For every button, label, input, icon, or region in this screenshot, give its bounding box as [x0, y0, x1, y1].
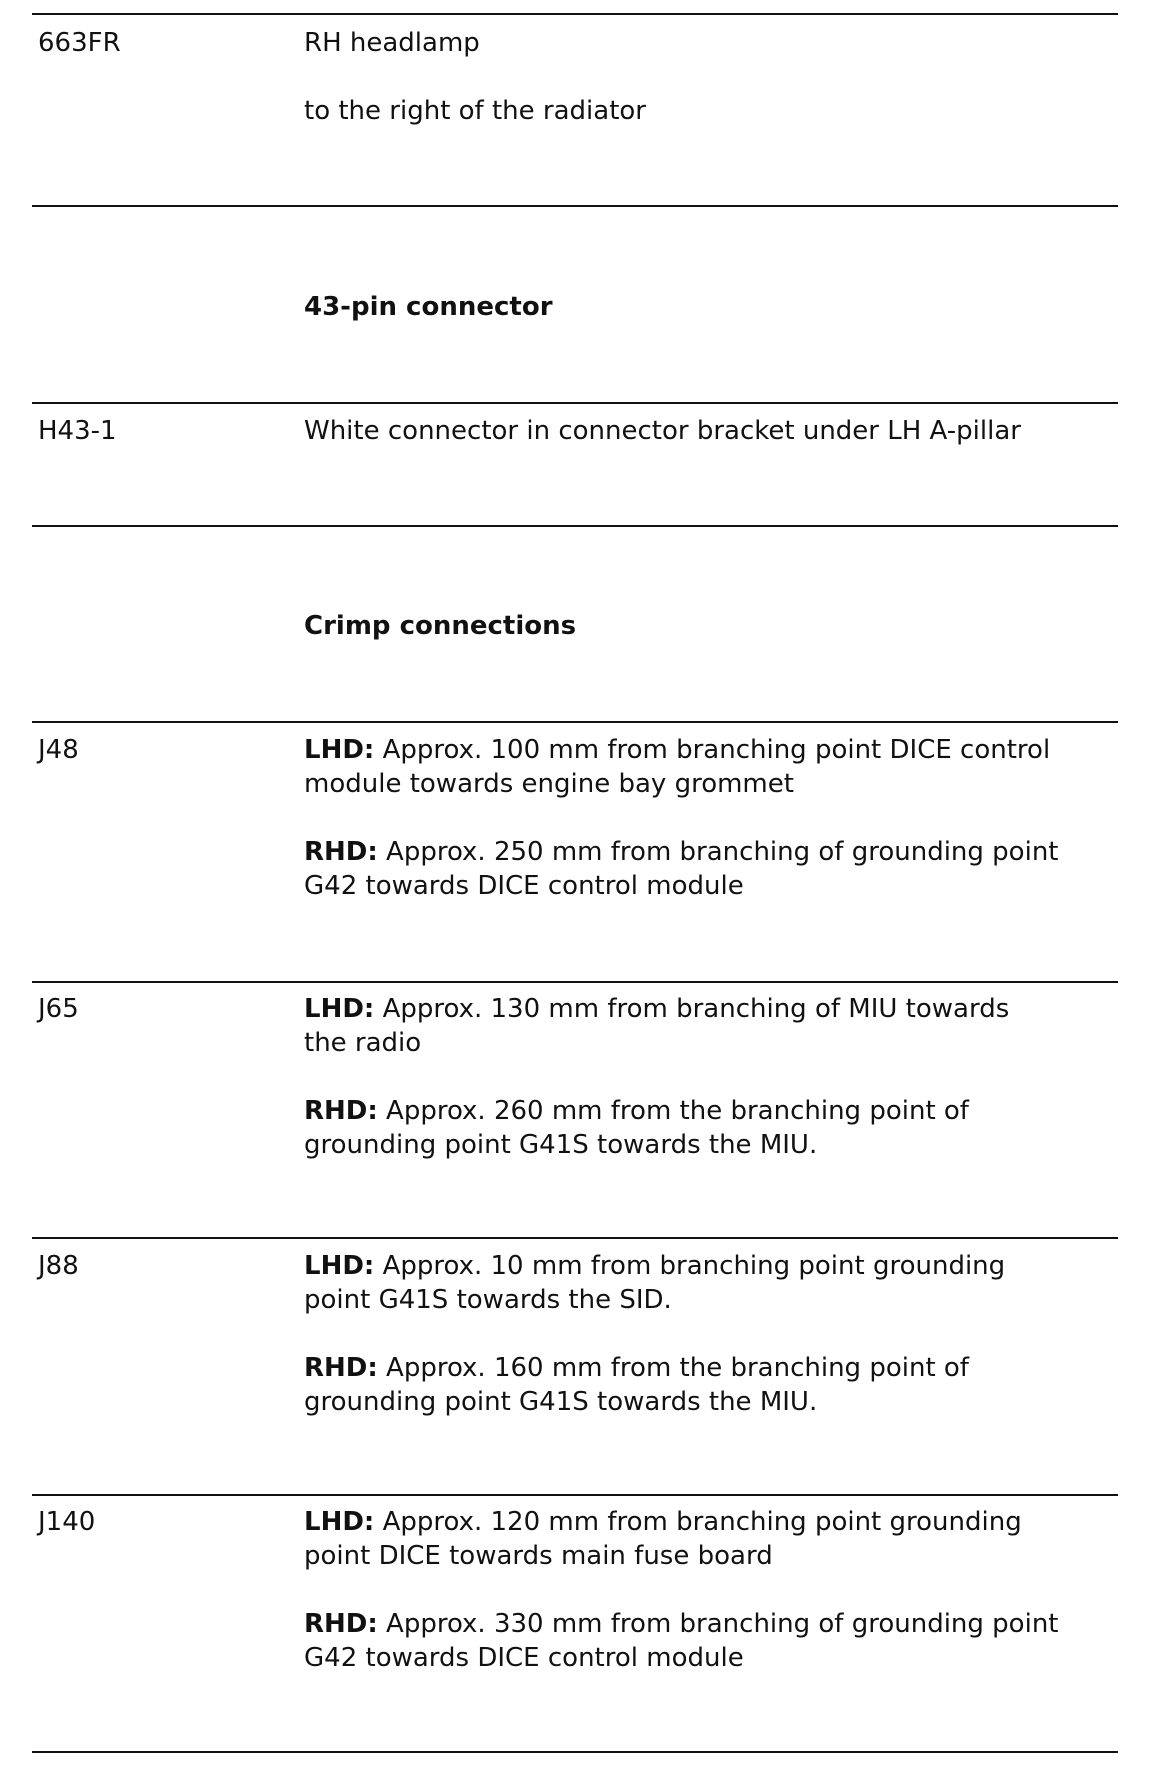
component-description: [304, 26, 1119, 128]
component-description: [304, 733, 1119, 903]
rhd-label: RHD:: [304, 1609, 378, 1639]
lhd-description: LHD: Approx. 100 mm from branching point DICE control: [304, 735, 1051, 765]
table-rule: [32, 402, 1118, 404]
component-id: 663FR: [38, 28, 121, 58]
component-description: [304, 1249, 1119, 1419]
description-line: grounding point G41S towards the MIU.: [304, 1387, 818, 1417]
description-line: G42 towards DICE control module: [304, 871, 744, 901]
description-line: to the right of the radiator: [304, 96, 646, 126]
description-line: module towards engine bay grommet: [304, 769, 794, 799]
component-description: [304, 1505, 1119, 1675]
component-id: J140: [38, 1507, 96, 1537]
lhd-label: LHD:: [304, 994, 375, 1024]
lhd-description: LHD: Approx. 120 mm from branching point grounding: [304, 1507, 1022, 1537]
table-rule: [32, 205, 1118, 207]
lhd-description: LHD: Approx. 10 mm from branching point grounding: [304, 1251, 1006, 1281]
description-line: point DICE towards main fuse board: [304, 1541, 773, 1571]
table-rule: [32, 1494, 1118, 1496]
table-rule: [32, 981, 1118, 983]
rhd-label: RHD:: [304, 1096, 378, 1126]
component-id: J88: [38, 1251, 79, 1281]
description-line: grounding point G41S towards the MIU.: [304, 1130, 818, 1160]
description-line: point G41S towards the SID.: [304, 1285, 672, 1315]
rhd-description: RHD: Approx. 260 mm from the branching point of: [304, 1096, 969, 1126]
component-id: J65: [38, 994, 79, 1024]
rhd-description: RHD: Approx. 250 mm from branching of grounding point: [304, 837, 1059, 867]
description-line: G42 towards DICE control module: [304, 1643, 744, 1673]
rhd-label: RHD:: [304, 1353, 378, 1383]
component-id: H43-1: [38, 416, 117, 446]
rhd-label: RHD:: [304, 837, 378, 867]
table-rule: [32, 525, 1118, 527]
description-line: White connector in connector bracket under LH A-pillar: [304, 416, 1021, 446]
lhd-description: LHD: Approx. 130 mm from branching of MIU towards: [304, 994, 1010, 1024]
component-description: [304, 414, 1119, 448]
lhd-label: LHD:: [304, 1507, 375, 1537]
section-heading: 43-pin connector: [304, 292, 553, 322]
component-id: J48: [38, 735, 79, 765]
lhd-label: LHD:: [304, 735, 375, 765]
table-rule: [32, 1751, 1118, 1753]
component-description: [304, 992, 1119, 1162]
table-rule: [32, 1237, 1118, 1239]
section-heading: Crimp connections: [304, 611, 577, 641]
lhd-label: LHD:: [304, 1251, 375, 1281]
description-line: the radio: [304, 1028, 422, 1058]
rhd-description: RHD: Approx. 160 mm from the branching point of: [304, 1353, 969, 1383]
description-line: RH headlamp: [304, 28, 480, 58]
table-rule: [32, 721, 1118, 723]
table-rule: [32, 13, 1118, 15]
rhd-description: RHD: Approx. 330 mm from branching of grounding point: [304, 1609, 1059, 1639]
